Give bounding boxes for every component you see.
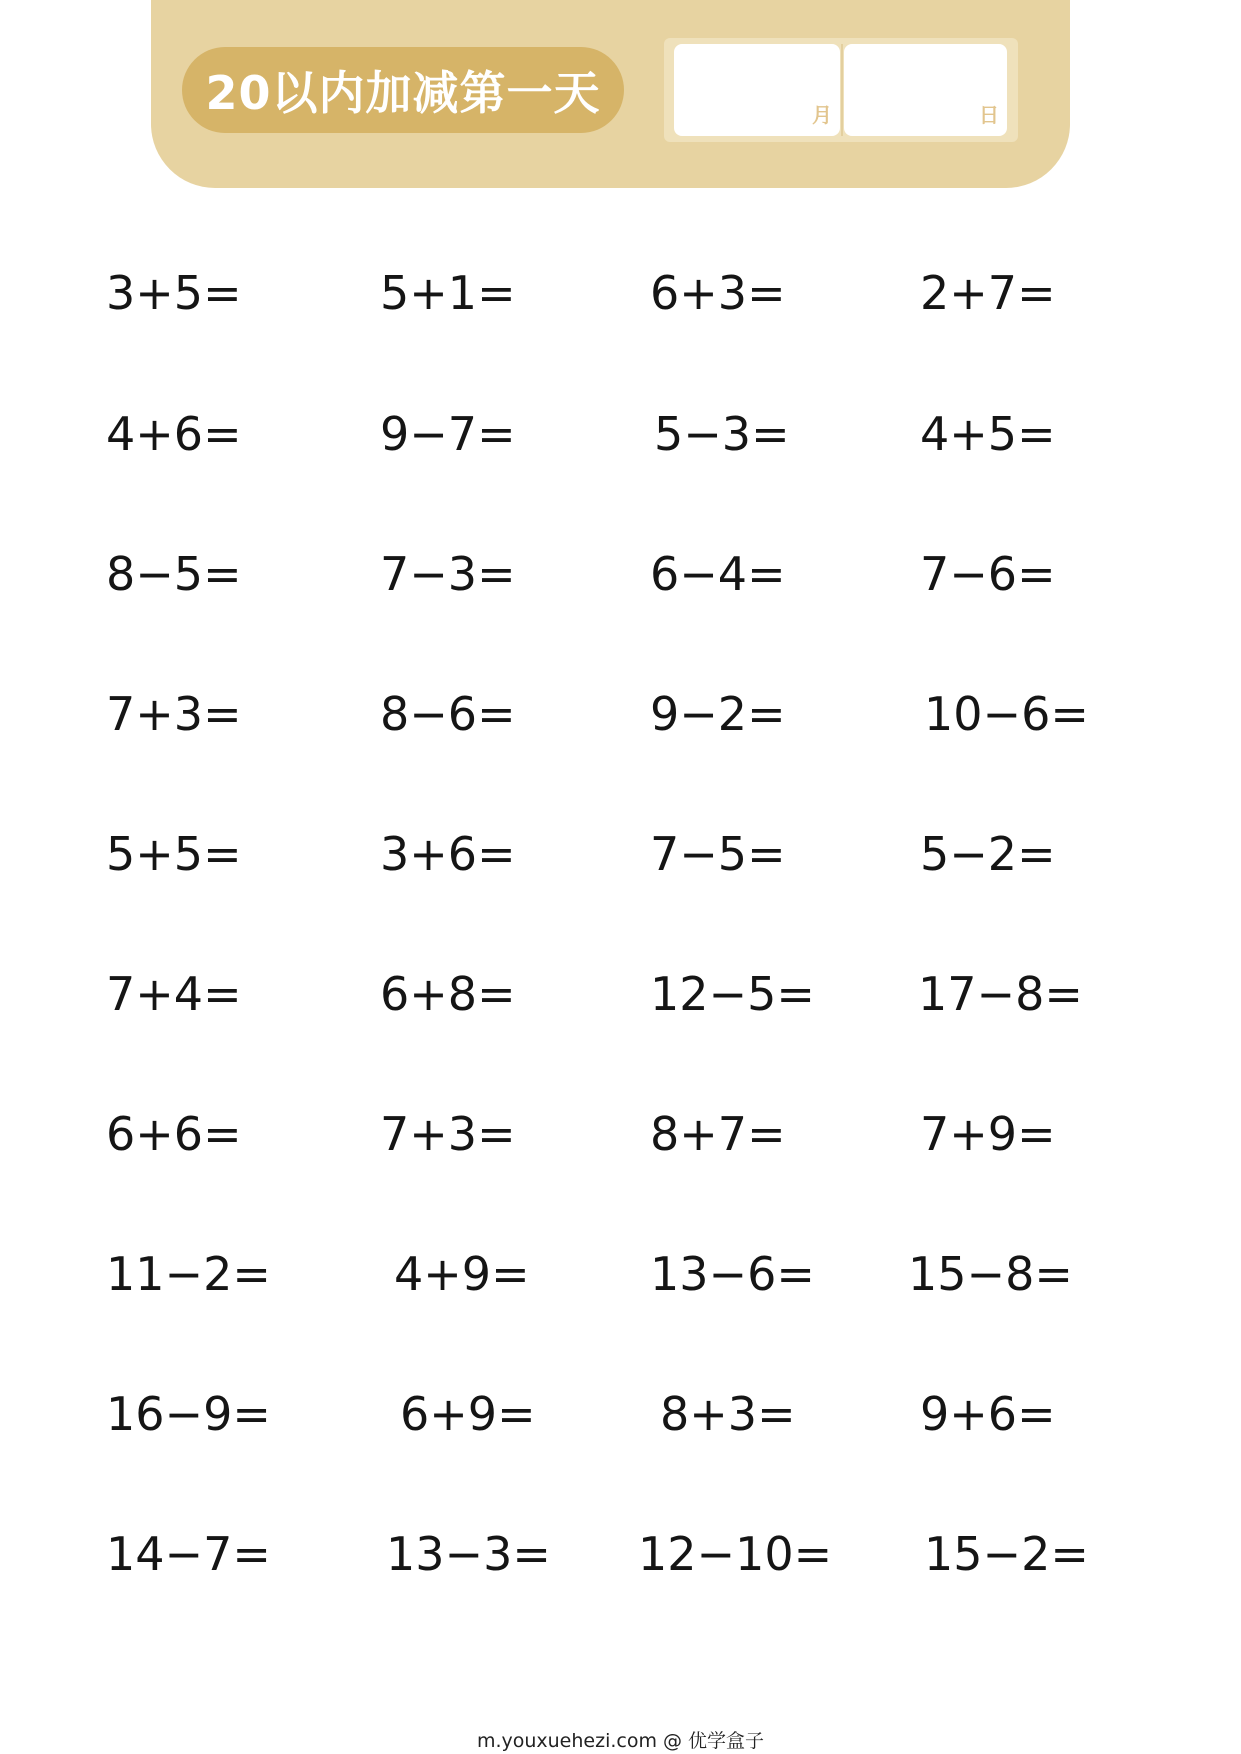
problem-item: 8+7= (650, 1107, 786, 1161)
problem-item: 11−2= (106, 1247, 271, 1301)
problem-item: 5+5= (106, 827, 242, 881)
problem-item: 17−8= (918, 967, 1083, 1021)
problem-item: 9−7= (380, 407, 516, 461)
problem-item: 4+6= (106, 407, 242, 461)
day-label: 日 (979, 103, 999, 127)
problem-item: 8−6= (380, 687, 516, 741)
problem-item: 3+6= (380, 827, 516, 881)
problem-item: 13−3= (386, 1527, 551, 1581)
problem-item: 16−9= (106, 1387, 271, 1441)
problem-item: 7+4= (106, 967, 242, 1021)
problem-item: 10−6= (924, 687, 1089, 741)
problem-item: 4+9= (394, 1247, 530, 1301)
problem-item: 6+3= (650, 266, 786, 320)
problem-item: 13−6= (650, 1247, 815, 1301)
problem-item: 7−6= (920, 547, 1056, 601)
problem-item: 7+3= (380, 1107, 516, 1161)
problem-item: 15−8= (908, 1247, 1073, 1301)
problem-item: 14−7= (106, 1527, 271, 1581)
worksheet-title: 20以内加减第一天 (182, 47, 624, 133)
problem-item: 3+5= (106, 266, 242, 320)
problem-item: 9+6= (920, 1387, 1056, 1441)
problem-item: 7+3= (106, 687, 242, 741)
problem-item: 9−2= (650, 687, 786, 741)
problem-item: 6+6= (106, 1107, 242, 1161)
problem-item: 5+1= (380, 266, 516, 320)
problem-item: 6+9= (400, 1387, 536, 1441)
problem-item: 7+9= (920, 1107, 1056, 1161)
problem-item: 6+8= (380, 967, 516, 1021)
problem-item: 8+3= (660, 1387, 796, 1441)
problem-item: 7−3= (380, 547, 516, 601)
problem-item: 15−2= (924, 1527, 1089, 1581)
month-label: 月 (812, 103, 832, 127)
problem-item: 6−4= (650, 547, 786, 601)
problem-item: 5−3= (654, 407, 790, 461)
problem-item: 8−5= (106, 547, 242, 601)
problem-item: 12−5= (650, 967, 815, 1021)
footer-credit: m.youxuehezi.com @ 优学盒子 (476, 1730, 765, 1752)
problem-item: 2+7= (920, 266, 1056, 320)
problem-item: 5−2= (920, 827, 1056, 881)
problem-item: 7−5= (650, 827, 786, 881)
problem-item: 4+5= (920, 407, 1056, 461)
problem-item: 12−10= (638, 1527, 833, 1581)
